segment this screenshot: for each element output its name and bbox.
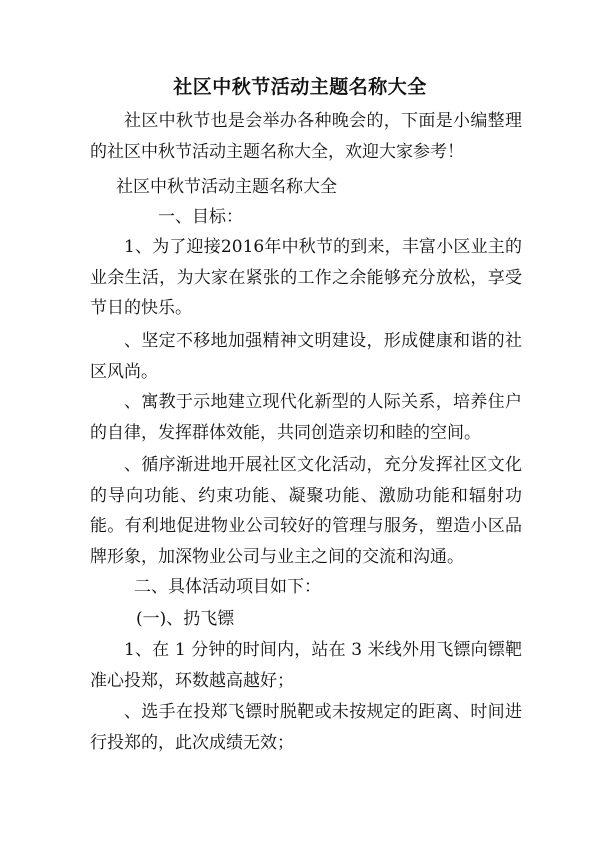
goal-paragraph-3: 、寓教于示地建立现代化新型的人际关系，培养住户的自律，发挥群体效能，共同创造亲切和睦的空间。	[90, 392, 522, 443]
document-title: 社区中秋节活动主题名称大全	[173, 76, 427, 98]
item-1-heading: (一)、扔飞镖	[136, 609, 235, 629]
goal-paragraph-4: 、循序渐进地开展社区文化活动，充分发挥社区文化的导向功能、约束功能、凝聚功能、激励功能和辐射功能。有利地促进物业公司较好的管理与服务，塑造小区品牌形象，加深物业公司与业主之间的交流和沟通。	[90, 455, 522, 567]
goal-paragraph-2: 、坚定不移地加强精神文明建设，形成健康和谐的社区风尚。	[90, 331, 522, 382]
item-1-rule-1: 1、在 1 分钟的时间内，站在 3 米线外用飞镖向镖靶准心投郑，环数越高越好；	[90, 640, 522, 691]
section-items-heading: 二、具体活动项目如下：	[134, 577, 321, 597]
subtitle: 社区中秋节活动主题名称大全	[116, 177, 337, 197]
section-goal-heading: 一、目标：	[158, 207, 243, 227]
item-1-rule-2: 、选手在投郑飞镖时脱靶或未按规定的距离、时间进行投郑的，此次成绩无效；	[90, 702, 522, 753]
goal-paragraph-1: 1、为了迎接2016年中秋节的到来，丰富小区业主的业余生活，为大家在紧张的工作之余能够充分放松，享受节日的快乐。	[90, 237, 522, 318]
intro-paragraph: 社区中秋节也是会举办各种晚会的，下面是小编整理的社区中秋节活动主题名称大全，欢迎大家参考！	[90, 111, 522, 162]
